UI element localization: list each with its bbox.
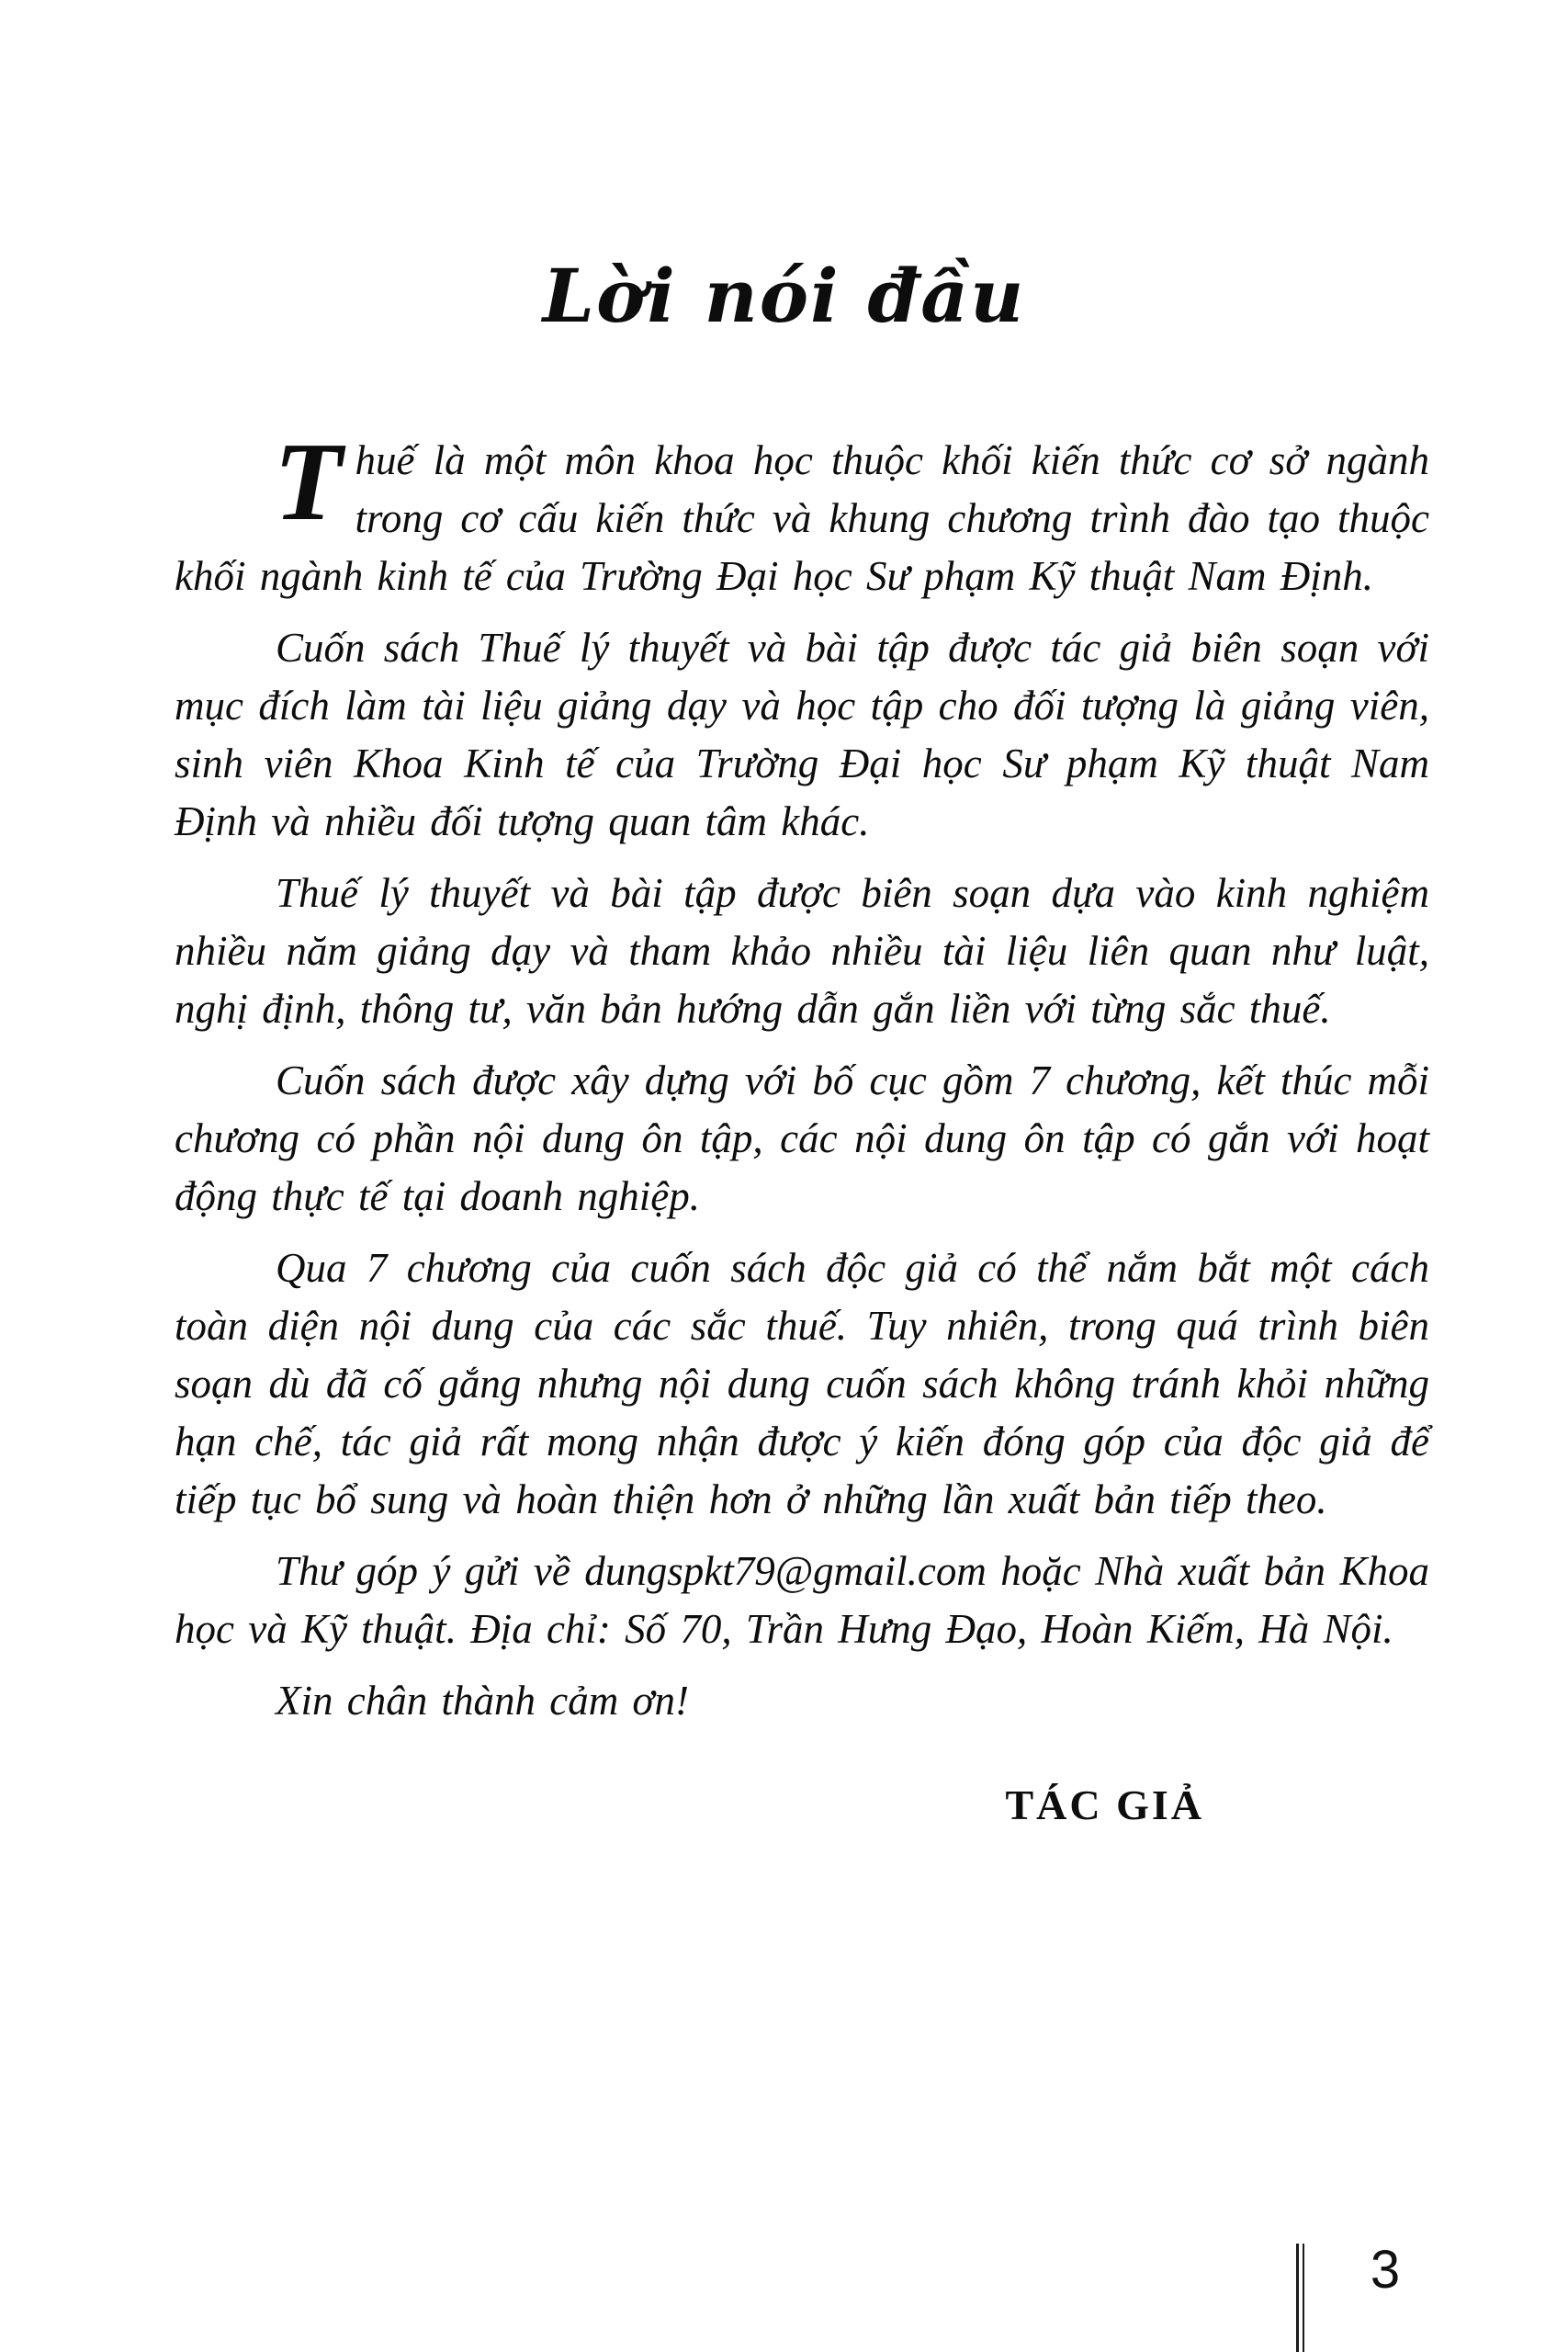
page-number-divider — [1296, 2244, 1304, 2352]
paragraph-contact: Thư góp ý gửi về dungspkt79@gmail.com hoặc Nhà xuất bản Khoa học và Kỹ thuật. Địa chỉ: Số 70, Trần Hưng Đạo, Hoàn Kiếm, Hà Nội. — [175, 1548, 1429, 1652]
paragraph-thanks: Xin chân thành cảm ơn! — [276, 1678, 689, 1724]
paragraph-text: huế là một môn khoa học thuộc khối kiến thức cơ sở ngành trong cơ cấu kiến thức và khung chương trình đào tạo thuộc khối ngành kinh tế của Trường Đại học Sư phạm Kỹ thuật Nam Định. — [175, 437, 1429, 599]
paragraph-purpose: Cuốn sách Thuế lý thuyết và bài tập được tác giả biên soạn với mục đích làm tài liệu giảng dạy và học tập cho đối tượng là giảng viên, sinh viên Khoa Kinh tế của Trường Đại học Sư phạm Kỹ thuật Nam Định và nhiều đối tượng quan tâm khác. — [175, 625, 1429, 844]
paragraph-structure: Cuốn sách được xây dựng với bố cục gồm 7 chương, kết thúc mỗi chương có phần nội dung ôn tập, các nội dung ôn tập có gắn với hoạt động thực tế tại doanh nghiệp. — [175, 1057, 1429, 1219]
author-signature: TÁC GIẢ — [1005, 1781, 1204, 1828]
drop-cap: T — [274, 420, 343, 544]
page-content — [175, 420, 1429, 1833]
paragraph-intro — [175, 420, 1429, 605]
paragraph-sources: Thuế lý thuyết và bài tập được biên soạn dựa vào kinh nghiệm nhiều năm giảng dạy và tham khảo nhiều tài liệu liên quan như luật, nghị định, thông tư, văn bản hướng dẫn gắn liền với từng sắc thuế. — [175, 870, 1429, 1032]
page-number: 3 — [1370, 2240, 1401, 2300]
paragraph-feedback-request: Qua 7 chương của cuốn sách độc giả có thể nắm bắt một cách toàn diện nội dung của các sắc thuế. Tuy nhiên, trong quá trình biên soạn dù đã cố gắng nhưng nội dung cuốn sách không tránh khỏi những hạn chế, tác giả rất mong nhận được ý kiến đóng góp của độc giả để tiếp tục bổ sung và hoàn thiện hơn ở những lần xuất bản tiếp theo. — [175, 1245, 1429, 1522]
page-title: Lời nói đầu — [542, 253, 1026, 339]
